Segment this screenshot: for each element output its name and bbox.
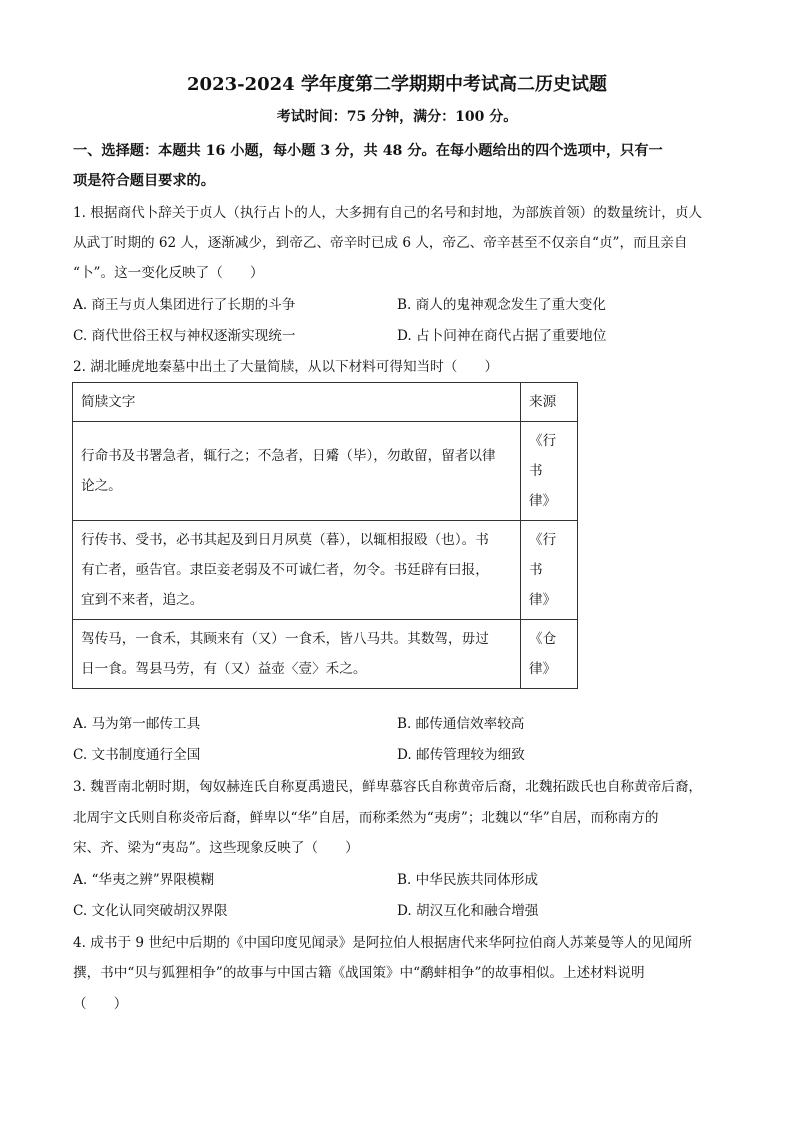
cell-line: 律》 (529, 493, 557, 509)
table-cell-source (521, 620, 578, 689)
cell-line: 律》 (529, 592, 557, 608)
cell-line: 有亡者，亟告官。隶臣妾老弱及不可诚仁者，勿令。书廷辟有曰报， (81, 562, 489, 578)
table-row (73, 521, 578, 620)
table-cell-text (73, 620, 521, 689)
table-header-source: 来源 (521, 383, 578, 422)
cell-line: 论之。 (81, 478, 122, 494)
table-cell-text (73, 422, 521, 521)
section-heading-line-2: 项是符合题目要求的。 (73, 173, 215, 189)
q1-stem-line-3: “卜”。这一变化反映了（ ） (73, 265, 264, 281)
cell-line: 宜到不来者，追之。 (81, 592, 204, 608)
q3-option-b[interactable]: B. 中华民族共同体形成 (397, 872, 538, 888)
q3-option-c[interactable]: C. 文化认同突破胡汉界限 (73, 903, 228, 919)
q3-stem-line-2: 北周宇文氏则自称炎帝后裔，鲜卑以“华”自居，而称柔然为“夷虏”；北魏以“华”自居，而称南方的 (73, 810, 659, 826)
cell-line: 律》 (529, 661, 557, 677)
cell-line: 行命书及书署急者，辄行之；不急者，日觱（毕），勿敢留，留者以律 (81, 448, 496, 464)
q1-option-c[interactable]: C. 商代世俗王权与神权逐渐实现统一 (73, 328, 296, 344)
cell-line: 《行书 (529, 433, 557, 479)
q3-stem-line-1: 3. 魏晋南北朝时期，匈奴赫连氏自称夏禹遗民，鲜卑慕容氏自称黄帝后裔，北魏拓跋氏也自称黄帝后裔， (73, 779, 703, 795)
table-header-text: 简牍文字 (73, 383, 521, 422)
cell-line: 日一食。驾县马劳，有（又）益壶〈壹〉禾之。 (81, 661, 367, 677)
table-header-row (73, 383, 578, 422)
q1-option-a[interactable]: A. 商王与贞人集团进行了长期的斗争 (73, 297, 296, 313)
table-row (73, 620, 578, 689)
cell-line: 行传书、受书，必书其起及到日月夙莫（暮），以辄相报殴（也）。书 (81, 532, 489, 548)
cell-line: 《行书 (529, 532, 557, 578)
q3-option-d[interactable]: D. 胡汉互化和融合增强 (397, 903, 539, 919)
q1-option-d[interactable]: D. 占卜问神在商代占据了重要地位 (397, 328, 607, 344)
table-row (73, 422, 578, 521)
q1-option-b[interactable]: B. 商人的鬼神观念发生了重大变化 (397, 297, 606, 313)
q2-option-a[interactable]: A. 马为第一邮传工具 (73, 716, 201, 732)
table-cell-source (521, 422, 578, 521)
section-heading-line-1: 一、选择题：本题共 16 小题，每小题 3 分，共 48 分。在每小题给出的四个选项中，只有一 (73, 143, 663, 159)
q3-option-a[interactable]: A. “华夷之辨”界限模糊 (73, 872, 215, 888)
q4-stem-line-3: （ ） (73, 996, 128, 1012)
q2-option-b[interactable]: B. 邮传通信效率较高 (397, 716, 525, 732)
q2-option-d[interactable]: D. 邮传管理较为细致 (397, 747, 525, 763)
q1-stem-line-2: 从武丁时期的 62 人，逐渐减少，到帝乙、帝辛时已成 6 人，帝乙、帝辛甚至不仅亲自“贞”，而且亲自 (73, 235, 688, 251)
exam-title: 2023-2024 学年度第二学期期中考试高二历史试题 (187, 74, 607, 95)
q1-stem-line-1: 1. 根据商代卜辞关于贞人（执行占卜的人，大多拥有自己的名号和封地，为部族首领）的数量统计，贞人 (73, 205, 703, 221)
q2-option-c[interactable]: C. 文书制度通行全国 (73, 747, 201, 763)
q3-stem-line-3: 宋、齐、梁为“夷岛”。这些现象反映了（ ） (73, 840, 359, 856)
exam-info: 考试时间：75 分钟，满分：100 分。 (276, 109, 518, 125)
cell-line: 驾传马，一食禾，其顾来有（又）一食禾，皆八马共。其数驾，毋过 (81, 631, 489, 647)
table-cell-text (73, 521, 521, 620)
bamboo-slip-table (72, 382, 578, 689)
q4-stem-line-2: 撰，书中“贝与狐狸相争”的故事与中国古籍《战国策》中“鹬蚌相争”的故事相似。上述材料说明 (73, 965, 645, 981)
table-cell-source (521, 521, 578, 620)
q4-stem-line-1: 4. 成书于 9 世纪中后期的《中国印度见闻录》是阿拉伯人根据唐代来华阿拉伯商人苏莱曼等人的见闻所 (73, 935, 693, 951)
q2-stem: 2. 湖北睡虎地秦墓中出土了大量简牍，从以下材料可得知当时（ ） (73, 359, 499, 375)
cell-line: 《仓 (529, 631, 557, 647)
